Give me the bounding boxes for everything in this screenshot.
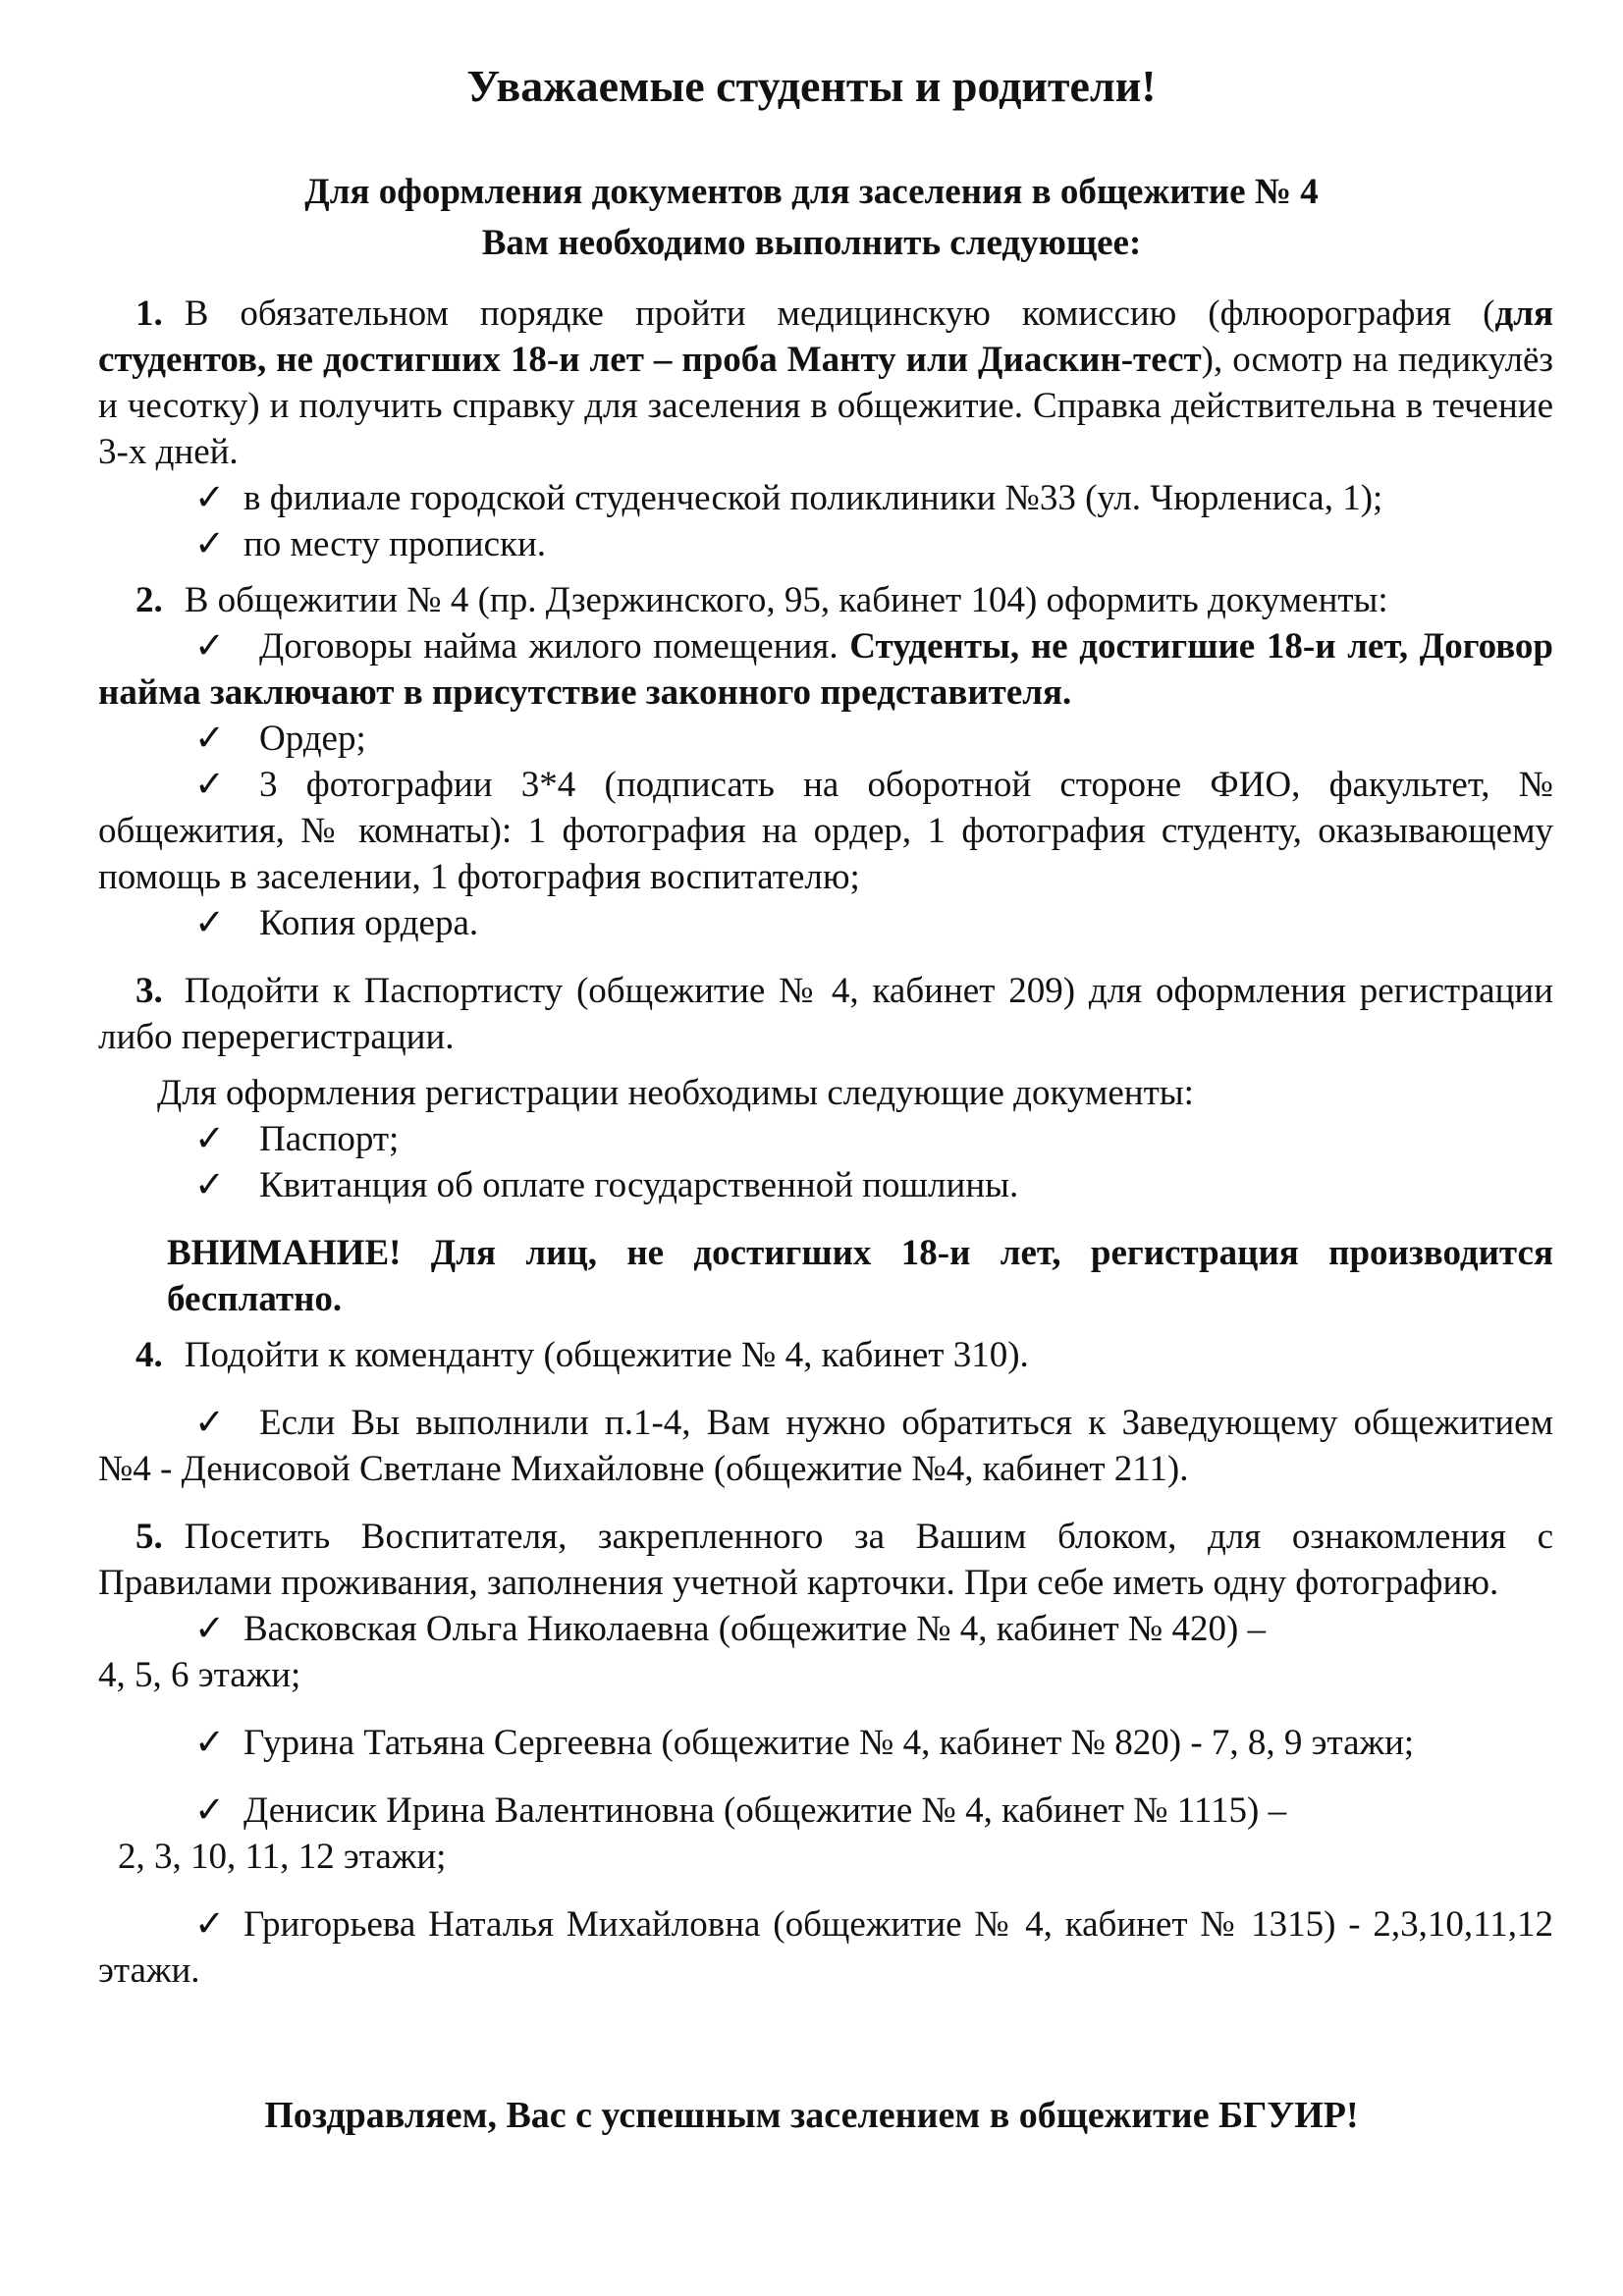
- check-icon: ✓: [194, 1723, 226, 1763]
- tutor-1-line-2: 4, 5, 6 этажи;: [98, 1655, 301, 1695]
- item-2: [98, 577, 1553, 623]
- item-3: [98, 968, 1553, 1060]
- item-2-number: 2.: [135, 580, 163, 620]
- item-5-number: 5.: [135, 1517, 163, 1557]
- item-1-option-text: по месту прописки.: [243, 524, 547, 564]
- item-3-doc: [98, 1162, 1553, 1208]
- check-icon: ✓: [194, 903, 226, 943]
- check-icon: ✓: [194, 1609, 226, 1649]
- item-2-doc: [98, 762, 1553, 900]
- item-3-doc-text: Квитанция об оплате государственной пошлины.: [259, 1165, 1019, 1205]
- congratulations-footer: Поздравляем, Вас с успешным заселением в общежитие БГУИР!: [264, 2095, 1359, 2136]
- item-4-note: [98, 1400, 1553, 1492]
- instructions-body: [98, 291, 1553, 1994]
- check-icon: ✓: [194, 1119, 226, 1159]
- check-icon: ✓: [194, 1904, 226, 1945]
- tutor-entry: [98, 1606, 1553, 1652]
- registration-warning: ВНИМАНИЕ! Для лиц, не достигших 18-и лет, регистрация производится бесплатно.: [167, 1233, 1553, 1319]
- check-icon: ✓: [194, 1165, 226, 1205]
- item-1-number: 1.: [135, 294, 163, 334]
- tutor-entry: [98, 1788, 1553, 1834]
- subtitle-line-2: Вам необходимо выполнить следующее:: [481, 223, 1142, 263]
- item-4-number: 4.: [135, 1335, 163, 1375]
- check-icon: ✓: [194, 626, 226, 667]
- subtitle-line-1: Для оформления документов для заселения в общежитие № 4: [304, 172, 1319, 212]
- item-1-option-text: в филиале городской студенческой поликлиники №33 (ул. Чюрлениса, 1);: [243, 478, 1383, 518]
- item-1-text-b: ), осмотр на педикулёз и чесотку) и получить справку для заселения в общежитие. Справка действительна в течение 3-х дней.: [98, 340, 1554, 472]
- tutor-4: Григорьева Наталья Михайловна (общежитие № 4, кабинет № 1315) - 2,3,10,11,12 этажи.: [98, 1904, 1553, 1991]
- item-1-option: [98, 521, 1553, 567]
- check-icon: ✓: [194, 524, 226, 564]
- tutor-entry: [98, 1720, 1553, 1766]
- item-2-doc-1-text: Договоры найма жилого помещения.: [259, 626, 839, 667]
- check-icon: ✓: [194, 765, 226, 805]
- item-2-doc: [98, 716, 1553, 762]
- check-icon: ✓: [194, 719, 226, 759]
- tutor-1-line-1: Васковская Ольга Николаевна (общежитие № 4, кабинет № 420) –: [243, 1609, 1267, 1649]
- tutor-3-line-2: 2, 3, 10, 11, 12 этажи;: [118, 1837, 447, 1877]
- item-3-doc: [98, 1116, 1553, 1162]
- item-2-doc: [98, 900, 1553, 946]
- item-4: [98, 1332, 1553, 1378]
- item-5-text: Посетить Воспитателя, закрепленного за Вашим блоком, для ознакомления с Правилами проживания, заполнения учетной карточки. При себе иметь одну фотографию.: [98, 1517, 1553, 1603]
- item-2-text: В общежитии № 4 (пр. Дзержинского, 95, кабинет 104) оформить документы:: [184, 580, 1388, 620]
- item-1: [98, 291, 1553, 475]
- tutor-3-line-1: Денисик Ирина Валентиновна (общежитие № 4, кабинет № 1115) –: [243, 1790, 1287, 1831]
- item-3-text: Подойти к Паспортисту (общежитие № 4, кабинет 209) для оформления регистрации либо перерегистрации.: [98, 971, 1553, 1057]
- item-2-doc-1-bold: Студенты, не достигшие 18-и лет, Договор найма заключают в присутствие законного представителя.: [98, 626, 1553, 713]
- item-4-text: Подойти к коменданту (общежитие № 4, кабинет 310).: [184, 1335, 1029, 1375]
- item-2-doc-2: Ордер;: [259, 719, 366, 759]
- item-1-text-a: В обязательном порядке пройти медицинскую комиссию (флюорография (: [184, 294, 1495, 334]
- item-3-doc-text: Паспорт;: [259, 1119, 400, 1159]
- check-icon: ✓: [194, 1790, 226, 1831]
- item-2-doc: [98, 623, 1553, 716]
- page-title: Уважаемые студенты и родители!: [466, 61, 1157, 111]
- item-2-doc-4: Копия ордера.: [259, 903, 479, 943]
- item-1-text-bold: для студентов, не достигших 18-и лет – проба Манту или Диаскин-тест: [98, 294, 1553, 380]
- tutor-2: Гурина Татьяна Сергеевна (общежитие № 4, кабинет № 820) - 7, 8, 9 этажи;: [243, 1723, 1415, 1763]
- item-3-docs-label: Для оформления регистрации необходимы следующие документы:: [157, 1073, 1194, 1113]
- item-5: [98, 1514, 1553, 1606]
- page-subtitle: [0, 167, 1623, 269]
- item-3-number: 3.: [135, 971, 163, 1011]
- item-1-option: [98, 475, 1553, 521]
- tutor-entry: [98, 1901, 1553, 1994]
- item-2-doc-3: 3 фотографии 3*4 (подписать на оборотной стороне ФИО, факультет, № общежития, № комнаты): 1 фотография на ордер, 1 фотография студенту, оказывающему помощь в заселении, 1 фотография воспитателю;: [98, 765, 1553, 897]
- check-icon: ✓: [194, 1403, 226, 1443]
- check-icon: ✓: [194, 478, 226, 518]
- item-4-note-text: Если Вы выполнили п.1-4, Вам нужно обратиться к Заведующему общежитием №4 - Денисовой Светлане Михайловне (общежитие №4, кабинет 211).: [98, 1403, 1553, 1489]
